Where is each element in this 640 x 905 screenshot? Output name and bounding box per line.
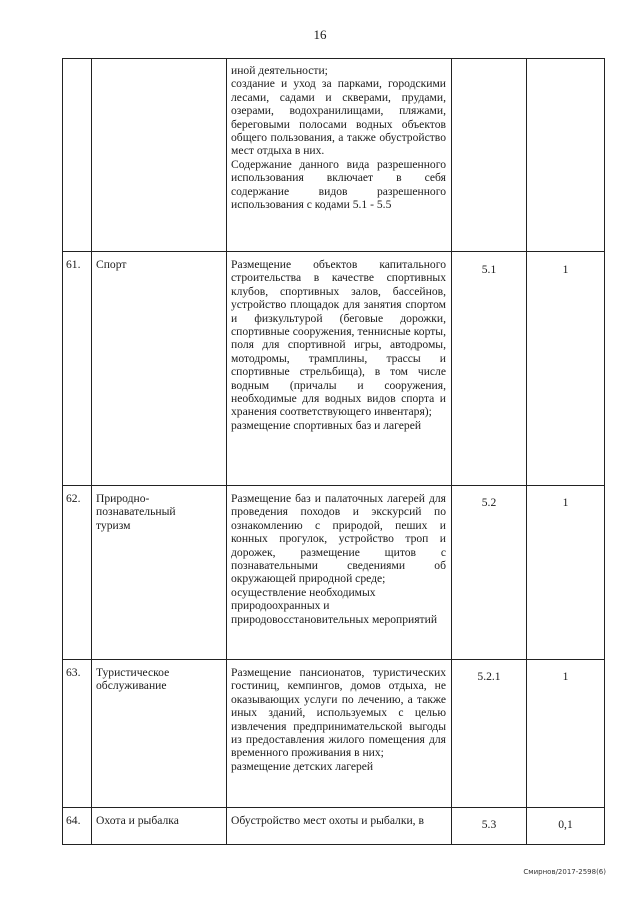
- row-62-name: Природно-познавательный туризм: [96, 492, 176, 532]
- continuation-description: [231, 64, 446, 211]
- row-63-name: Туристическое обслуживание: [96, 666, 170, 693]
- row-61-num: 61.: [66, 258, 81, 271]
- row-61-description: [231, 258, 446, 432]
- col-border-code: [526, 58, 527, 845]
- continuation-line-1: иной деятельности;: [231, 64, 328, 77]
- row-61-code: 5.1: [481, 263, 497, 276]
- row-border-top: [62, 58, 605, 59]
- row-64-name: Охота и рыбалка: [96, 814, 179, 827]
- row-border-63: [62, 659, 605, 660]
- row-64-description: [231, 814, 446, 827]
- continuation-line-3: Содержание данного вида разрешенного использования включает в себя содержание видов разрешенного использования с кодами 5.1 - 5.5: [231, 157, 446, 212]
- row-border-64: [62, 807, 605, 808]
- row-63-value: 1: [562, 670, 569, 683]
- row-61-name: Спорт: [96, 258, 127, 271]
- row-62-description: [231, 492, 446, 626]
- row-63-description: [231, 666, 446, 773]
- row-64-value: 0,1: [558, 818, 573, 831]
- document-footer-id: Смирнов/2017-2598(6): [523, 868, 606, 876]
- col-border-right: [604, 58, 605, 845]
- col-border-desc: [451, 58, 452, 845]
- row-63-code: 5.2.1: [477, 670, 501, 683]
- row-62-num: 62.: [66, 492, 81, 505]
- col-border-left: [62, 58, 63, 845]
- row-64-num: 64.: [66, 814, 81, 827]
- row-62-desc-part-2: осуществление необходимых природоохранных и природовосстановительных мероприятий: [231, 585, 438, 626]
- row-border-61: [62, 251, 605, 252]
- row-62-code: 5.2: [481, 496, 497, 509]
- row-61-desc-part-1: Размещение объектов капитального строительства в качестве спортивных клубов, спортивных залов, бассейнов, устройство площадок для занятия спортом и физкультурой (беговые дорожки, спортивные сооружения, теннисные корты, поля для спортивной игры, автодромы, мотодромы, трамплины, трассы и спортивные стрельбища), в том числе водным (причалы и сооружения, необходимые для водных видов спорта и хранения соответствующего инвентаря);: [231, 258, 446, 419]
- row-border-62: [62, 485, 605, 486]
- row-63-desc-part-1: Размещение пансионатов, туристических гостиниц, кемпингов, домов отдыха, не оказывающих услуги по лечению, а также иных зданий, используемых с целью извлечения предпринимательской выгоды из предоставления жилого помещения для временного проживания в них;: [231, 666, 446, 760]
- row-61-value: 1: [562, 263, 569, 276]
- row-61-desc-part-2: размещение спортивных баз и лагерей: [231, 418, 422, 432]
- row-border-bottom: [62, 844, 605, 845]
- col-border-name: [226, 58, 227, 845]
- row-62-value: 1: [562, 496, 569, 509]
- row-63-num: 63.: [66, 666, 81, 679]
- row-64-code: 5.3: [481, 818, 497, 831]
- continuation-line-2: создание и уход за парками, городскими лесами, садами и скверами, прудами, озерами, водохранилищами, пляжами, береговыми полосами водных объектов общего пользования, а также обустройство мест отдыха в них.: [231, 77, 446, 158]
- row-63-desc-part-2: размещение детских лагерей: [231, 759, 374, 773]
- col-border-num: [91, 58, 92, 845]
- row-64-desc-part-1: Обустройство мест охоты и рыбалки, в: [231, 814, 424, 827]
- row-62-desc-part-1: Размещение баз и палаточных лагерей для проведения походов и экскурсий по ознакомлению с природой, пеших и конных прогулок, устройство троп и дорожек, размещение щитов с познавательными сведениями об окружающей природной среде;: [231, 492, 446, 586]
- page-number: 16: [313, 27, 327, 42]
